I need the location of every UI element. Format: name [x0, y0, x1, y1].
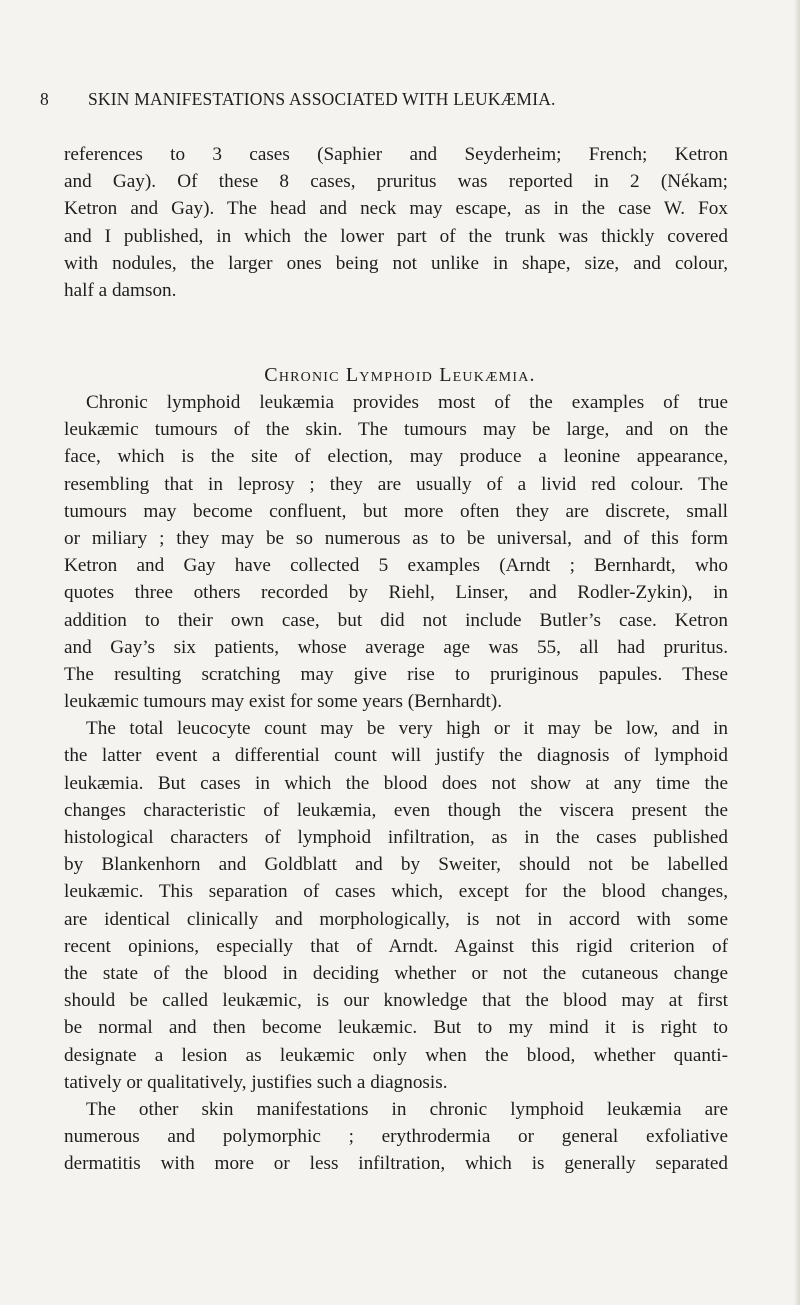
text-line: leukæmic. This separation of cases which, except for the blood changes, — [64, 881, 728, 903]
text-line: and Gay’s six patients, whose average age was 55, all had pruritus. — [64, 636, 728, 658]
text-line: and I published, in which the lower part of the trunk was thickly covered — [64, 225, 728, 247]
text-line: leukæmic tumours may exist for some years (Bernhardt). — [64, 691, 503, 713]
text-line: should be called leukæmic, is our knowledge that the blood may at first — [64, 990, 728, 1012]
text-line: resembling that in leprosy ; they are usually of a livid red colour. The — [64, 473, 728, 495]
text-line: The resulting scratching may give rise to pruriginous papules. These — [64, 663, 728, 685]
text-line: the latter event a differential count will justify the diagnosis of lymphoid — [64, 745, 728, 767]
text-line: leukæmia. But cases in which the blood does not show at any time the — [64, 772, 728, 794]
page-number: 8 — [40, 89, 49, 109]
text-line: be normal and then become leukæmic. But to my mind it is right to — [64, 1017, 728, 1039]
paragraph-1 — [64, 389, 728, 715]
text-line: Ketron and Gay have collected 5 examples (Arndt ; Bernhardt, who — [64, 555, 728, 577]
text-line: with nodules, the larger ones being not unlike in shape, size, and colour, — [64, 252, 728, 274]
text-line: numerous and polymorphic ; erythrodermia or general exfoliative — [64, 1126, 728, 1148]
body-text — [64, 389, 728, 1177]
text-line: Chronic lymphoid leukæmia provides most of the examples of true — [86, 392, 728, 413]
text-line: designate a lesion as leukæmic only when the blood, whether quanti- — [64, 1044, 728, 1066]
text-line: half a damson. — [64, 279, 177, 301]
text-line: dermatitis with more or less infiltration, which is generally separated — [64, 1153, 728, 1175]
text-line: Ketron and Gay). The head and neck may escape, as in the case W. Fox — [64, 198, 728, 220]
text-line: tatively or qualitatively, justifies such a diagnosis. — [64, 1071, 448, 1093]
text-line: references to 3 cases (Saphier and Seyderheim; French; Ketron — [64, 144, 728, 165]
text-line: and Gay). Of these 8 cases, pruritus was reported in 2 (Nékam; — [64, 171, 728, 193]
text-line: recent opinions, especially that of Arndt. Against this rigid criterion of — [64, 935, 728, 957]
text-line: face, which is the site of election, may produce a leonine appearance, — [64, 446, 728, 468]
text-line: histological characters of lymphoid infiltration, as in the cases published — [64, 827, 728, 848]
text-line: leukæmic tumours of the skin. The tumours may be large, and on the — [64, 419, 728, 441]
running-header — [40, 83, 760, 113]
paragraph-2 — [64, 715, 728, 1096]
running-title: SKIN MANIFESTATIONS ASSOCIATED WITH LEUKÆMIA. — [88, 89, 556, 109]
text-line: or miliary ; they may be so numerous as to be universal, and of this form — [64, 527, 728, 549]
text-line: changes characteristic of leukæmia, even though the viscera present the — [64, 799, 728, 821]
section-heading: Chronic Lymphoid Leukæmia. — [264, 364, 536, 386]
text-line: the state of the blood in deciding whether or not the cutaneous change — [64, 962, 728, 984]
intro-paragraph — [64, 141, 728, 304]
text-line: addition to their own case, but did not include Butler’s case. Ketron — [64, 609, 728, 631]
text-line: quotes three others recorded by Riehl, Linser, and Rodler-Zykin), in — [64, 582, 728, 604]
text-line: The total leucocyte count may be very high or it may be low, and in — [86, 718, 728, 740]
paragraph-3 — [64, 1096, 728, 1178]
text-line: by Blankenhorn and Goldblatt and by Sweiter, should not be labelled — [64, 854, 728, 876]
text-line: tumours may become confluent, but more often they are discrete, small — [64, 500, 728, 522]
text-line: The other skin manifestations in chronic lymphoid leukæmia are — [86, 1098, 728, 1120]
page-edge-shadow — [794, 0, 800, 1305]
text-line: are identical clinically and morphologically, is not in accord with some — [64, 908, 728, 930]
